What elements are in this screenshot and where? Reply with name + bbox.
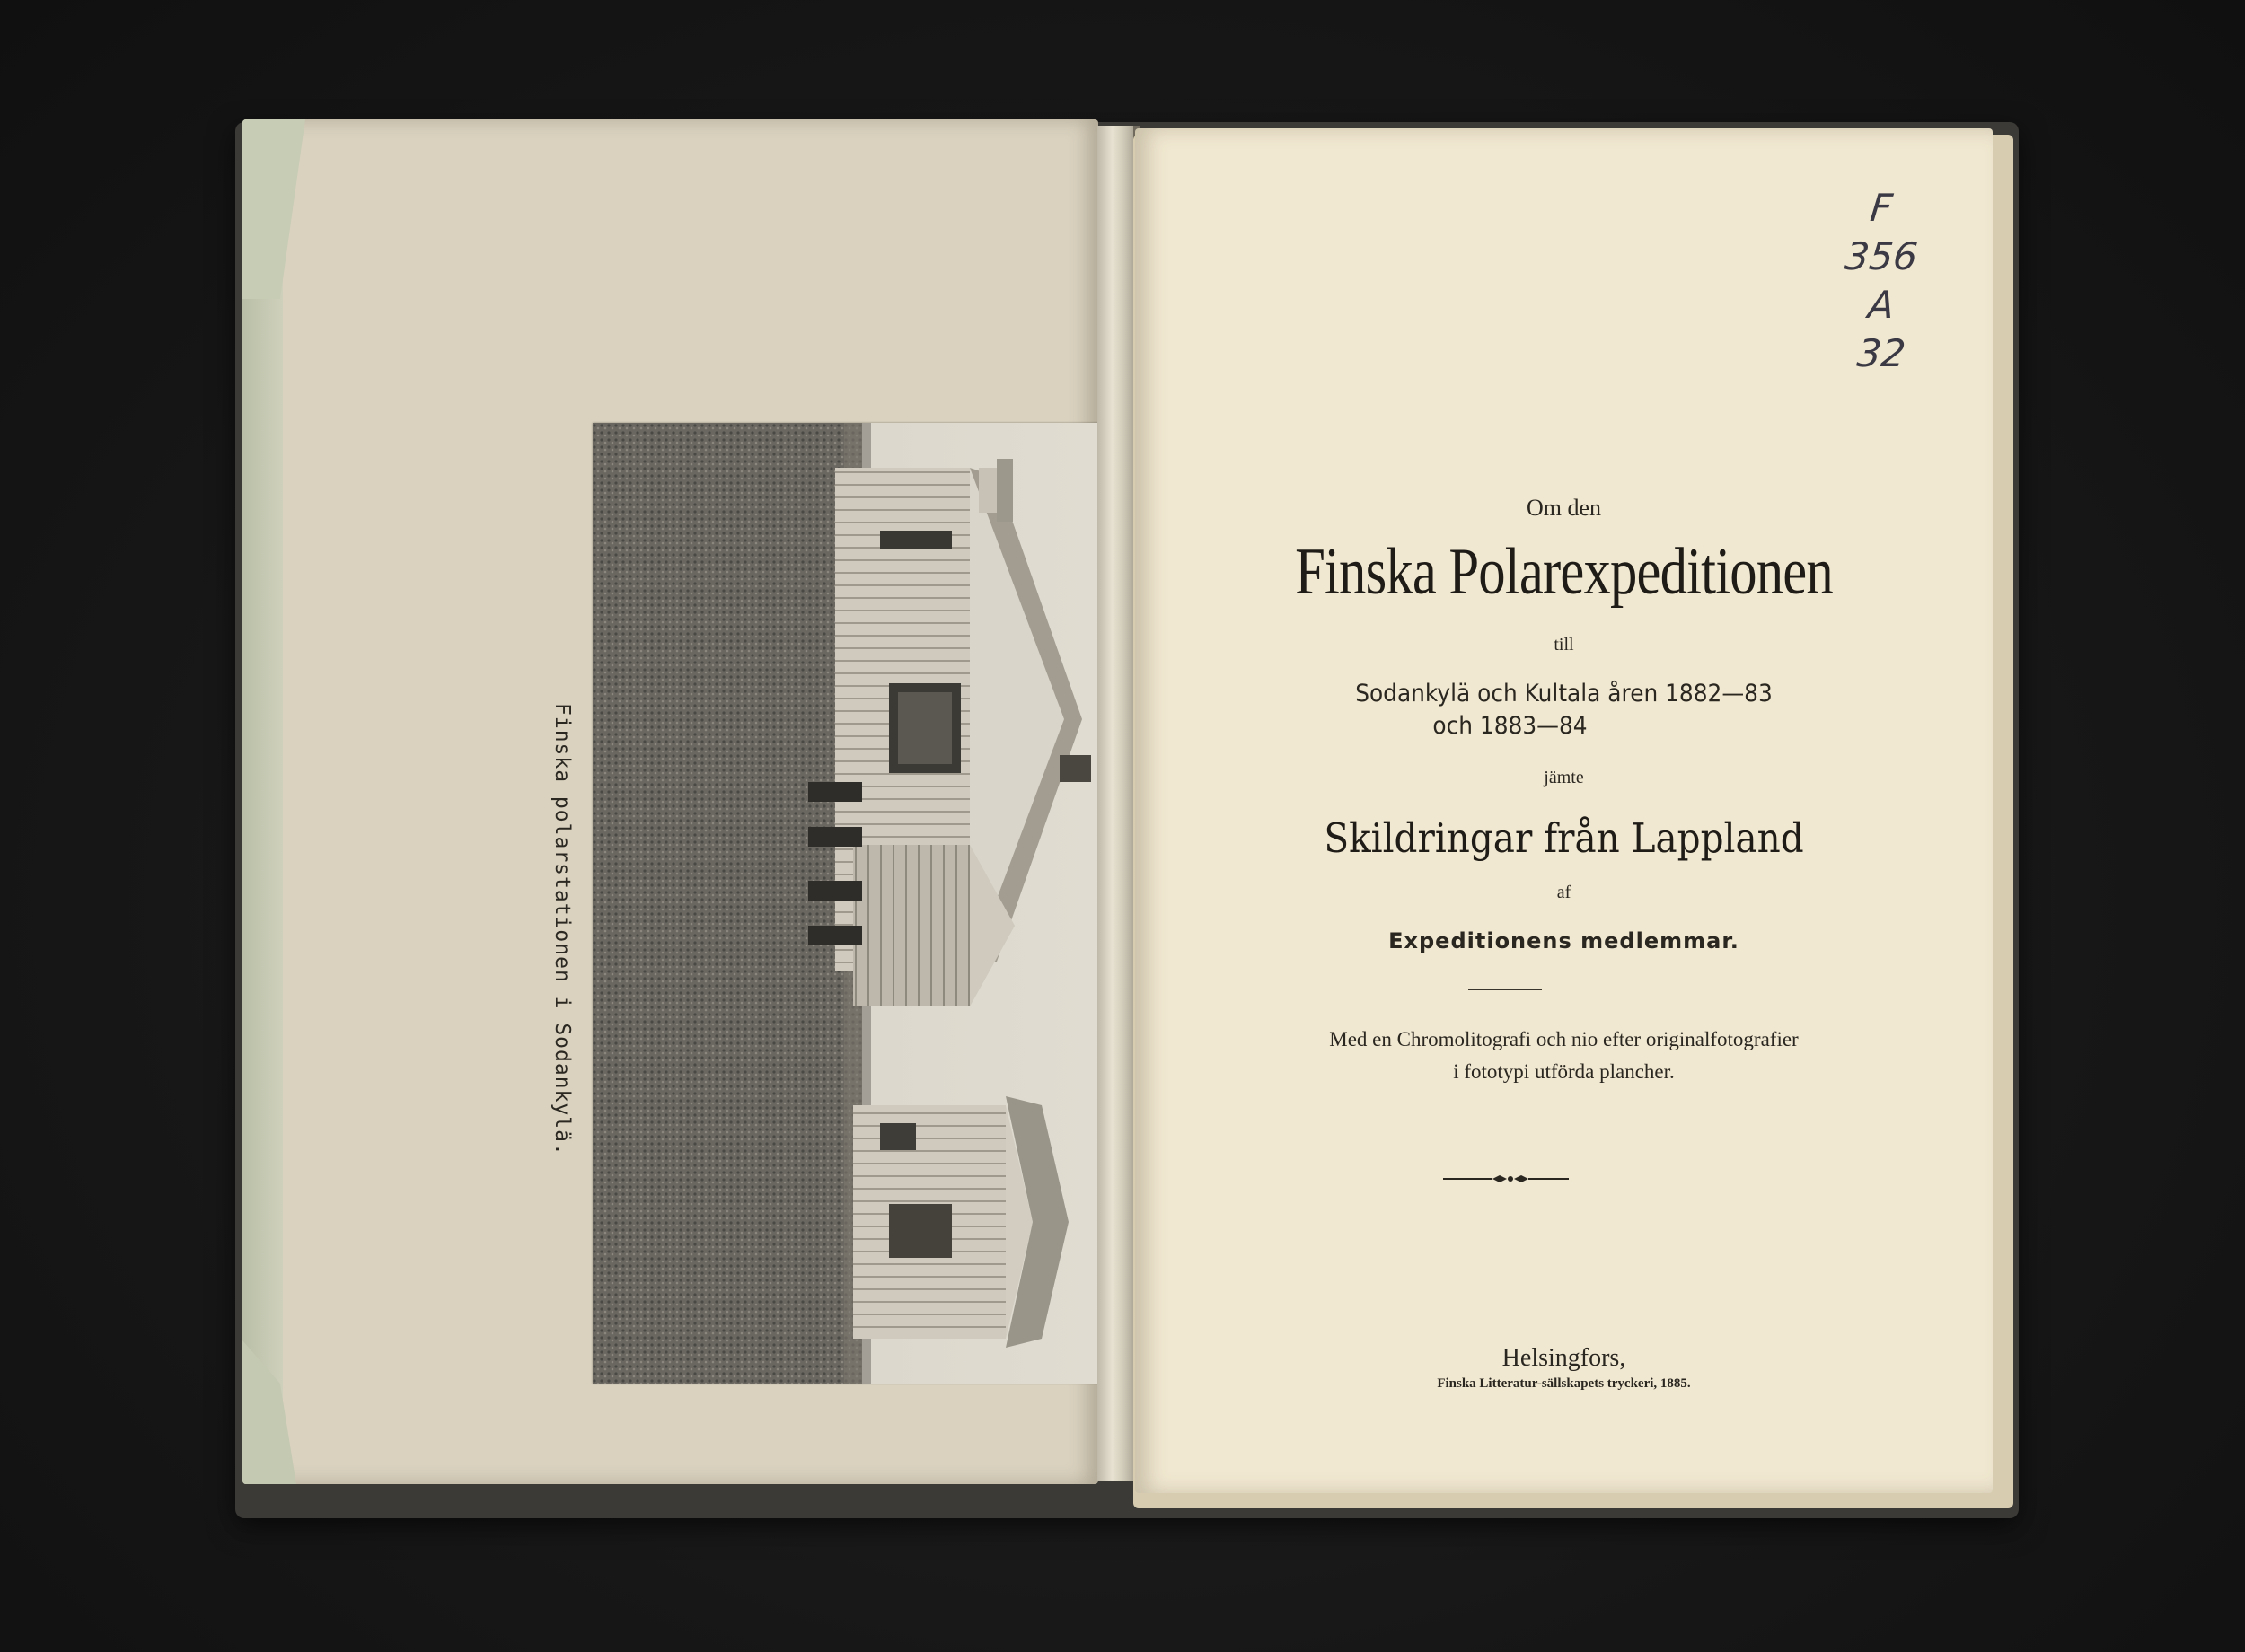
description-line-2: i fototypi utförda plancher. xyxy=(1453,1060,1675,1083)
intro-line: Om den xyxy=(1526,495,1602,521)
handwritten-shelfmark xyxy=(1841,184,1922,378)
book-gutter xyxy=(1097,126,1135,1481)
left-page xyxy=(242,119,1098,1484)
divider-rule xyxy=(1468,989,1542,990)
connector-till: till xyxy=(1554,635,1574,655)
paper-corner-top xyxy=(242,119,305,299)
printer-line: Finska Litteratur-sällskapets tryckeri, 1885. xyxy=(1437,1376,1691,1391)
publication-place: Helsingfors, xyxy=(1501,1344,1626,1372)
shelfmark-line: F xyxy=(1868,186,1895,230)
station-photo-illustration xyxy=(593,423,1098,1384)
places-line-2: och 1883—84 xyxy=(1432,712,1588,740)
page-edge xyxy=(242,119,283,1484)
connector-jamte: jämte xyxy=(1544,768,1584,787)
shelfmark-line: 32 xyxy=(1854,331,1908,375)
authors-line: Expeditionens medlemmar. xyxy=(1388,928,1739,953)
connector-af: af xyxy=(1556,883,1572,902)
description-line-1: Med en Chromolitografi och nio efter originalfotografier xyxy=(1329,1028,1799,1050)
ornament-flourish xyxy=(1439,1170,1573,1188)
places-line-1: Sodankylä och Kultala åren 1882—83 xyxy=(1355,680,1773,707)
photo-caption: Finska polarstationen i Sodankylä. xyxy=(550,703,574,1156)
shelfmark-line: 356 xyxy=(1843,234,1920,278)
plate-photograph xyxy=(593,423,1098,1384)
subtitle: Skildringar från Lappland xyxy=(1324,814,1804,862)
shelfmark-line: A xyxy=(1866,283,1897,327)
main-title: Finska Polarexpeditionen xyxy=(1295,535,1833,609)
